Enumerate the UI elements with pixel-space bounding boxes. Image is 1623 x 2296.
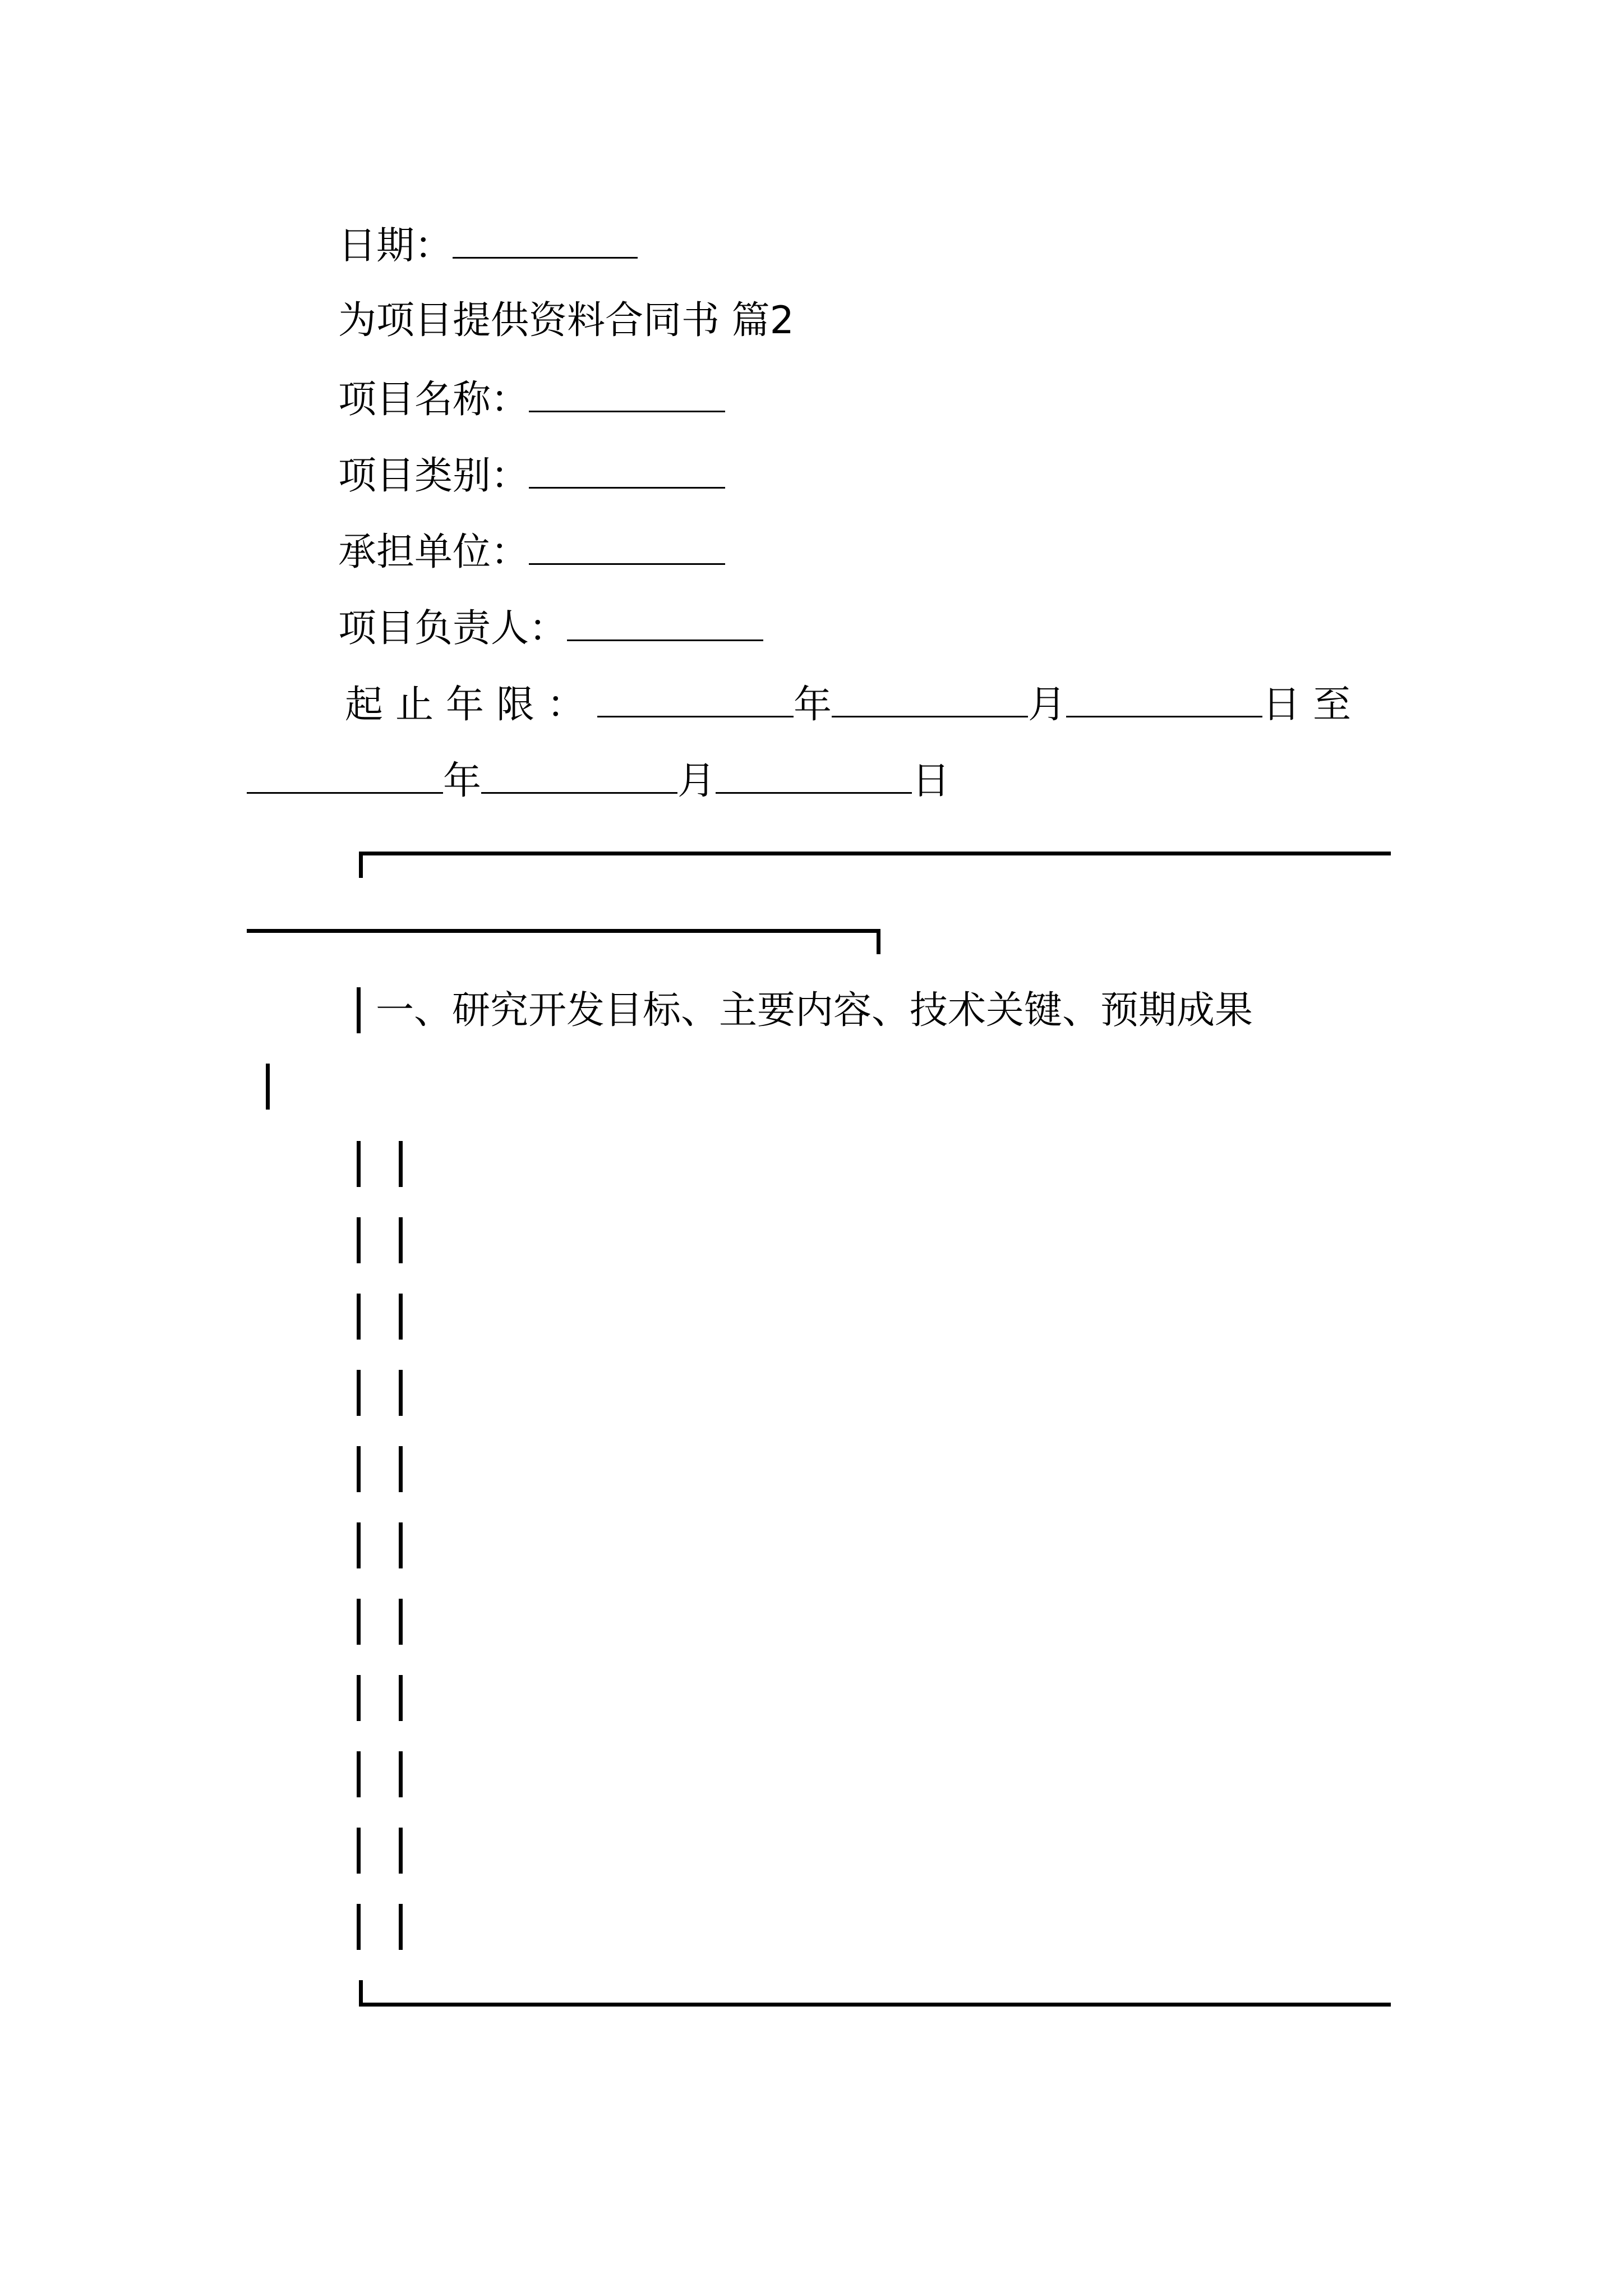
- box-bottom-border: [359, 2003, 1391, 2007]
- section-title: 一、研究开发目标、主要内容、技术关键、预期成果: [376, 988, 1253, 1033]
- row-left-bar: [357, 1751, 361, 1797]
- box-top-border: [359, 852, 1391, 855]
- row-left-bar: [357, 1446, 361, 1492]
- field-blank[interactable]: [529, 454, 725, 489]
- box-bottom-left-corner: [359, 1980, 363, 2005]
- row-left-bar: [357, 1828, 361, 1874]
- period-start-month-blank[interactable]: [832, 683, 1028, 717]
- row-right-bar: [399, 1828, 403, 1874]
- box-top-border-continued: [247, 929, 880, 933]
- row-right-bar: [399, 1675, 403, 1721]
- row-left-bar: [357, 1675, 361, 1721]
- period-line-1: [345, 683, 1364, 727]
- row-right-bar: [399, 1217, 403, 1263]
- field-label: 承担单位：: [338, 530, 529, 574]
- field-project-category: [338, 454, 725, 498]
- row-right-bar: [399, 1904, 403, 1950]
- date-label: 日期：: [338, 224, 453, 268]
- period-end-month-blank[interactable]: [481, 760, 677, 794]
- row-left-bar: [357, 1294, 361, 1340]
- period-end-year-blank[interactable]: [247, 760, 443, 794]
- field-blank[interactable]: [567, 607, 763, 641]
- field-project-name: [338, 378, 725, 422]
- row-left-bar: [357, 1599, 361, 1645]
- period-start-day-blank[interactable]: [1066, 683, 1262, 717]
- row-left-bar: [357, 1370, 361, 1416]
- row-right-bar: [399, 1522, 403, 1568]
- row-left-bar: [357, 1217, 361, 1263]
- row-left-bar: [357, 1522, 361, 1568]
- period-end-day-blank[interactable]: [716, 760, 912, 794]
- date-blank[interactable]: [453, 224, 638, 259]
- field-blank[interactable]: [529, 378, 725, 412]
- row-right-bar: [399, 1370, 403, 1416]
- box-right-border: [266, 1064, 270, 1110]
- field-undertaking-unit: [338, 531, 725, 572]
- year-label: 年: [443, 759, 482, 803]
- row-right-bar: [399, 1294, 403, 1340]
- row-left-bar: [357, 1904, 361, 1950]
- period-line-2: [247, 759, 951, 803]
- row-left-bar: [357, 1141, 361, 1187]
- month-label: 月: [1028, 683, 1067, 727]
- field-project-leader: [338, 606, 763, 651]
- day-to-label: 日至: [1262, 683, 1364, 727]
- field-label: 项目名称：: [338, 378, 529, 422]
- box-left-border: [357, 987, 361, 1033]
- row-right-bar: [399, 1751, 403, 1797]
- row-right-bar: [399, 1599, 403, 1645]
- date-line: [338, 224, 638, 268]
- day-label: 日: [912, 759, 951, 803]
- field-blank[interactable]: [529, 531, 725, 565]
- box-top-right-corner: [877, 929, 880, 954]
- period-label: 起止年限：: [345, 683, 598, 727]
- field-label: 项目类别：: [338, 454, 529, 498]
- row-right-bar: [399, 1446, 403, 1492]
- field-label: 项目负责人：: [338, 606, 568, 651]
- month-label: 月: [677, 759, 716, 803]
- period-start-year-blank[interactable]: [597, 683, 794, 717]
- box-top-left-corner: [359, 853, 363, 878]
- row-right-bar: [399, 1141, 403, 1187]
- document-heading: 为项目提供资料合同书 篇2: [338, 298, 794, 343]
- year-label: 年: [794, 683, 832, 727]
